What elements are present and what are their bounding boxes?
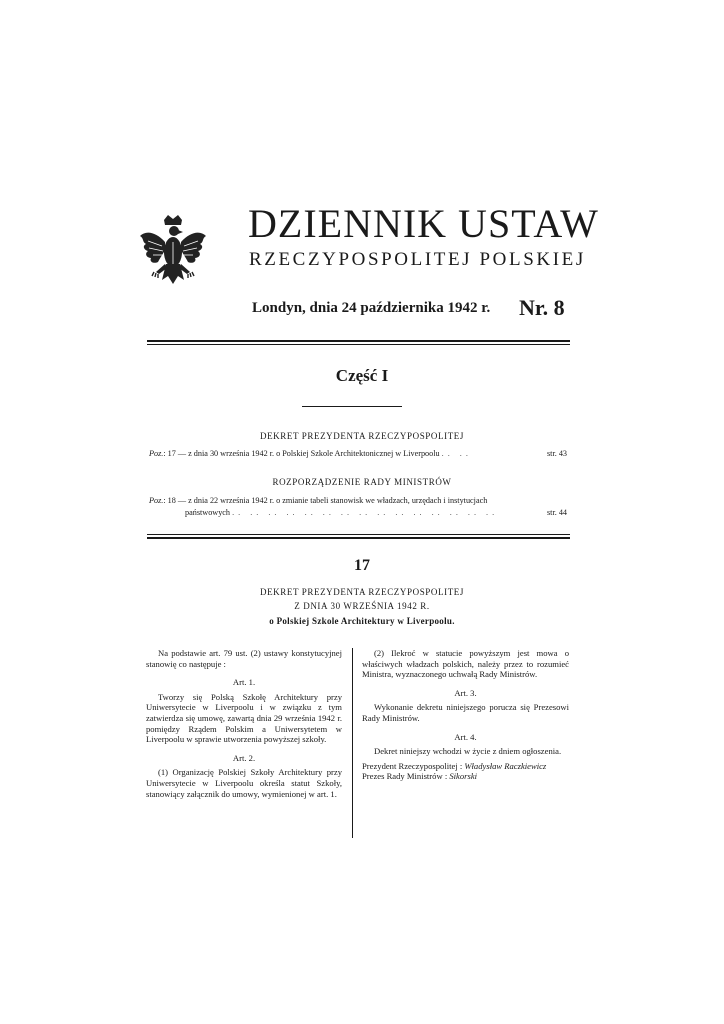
toc-rule-thick	[147, 537, 570, 539]
signature-pm-name: Sikorski	[449, 771, 478, 782]
art-4-heading: Art. 4.	[454, 731, 477, 742]
column-divider	[352, 648, 353, 838]
leader-dots: .. ..	[441, 449, 472, 458]
toc-entry-18-cont	[185, 508, 498, 517]
signature-pm-label: Prezes Rady Ministrów :	[362, 771, 448, 782]
signature-president-label: Prezydent Rzeczypospolitej :	[362, 760, 463, 771]
art-2-heading: Art. 2.	[232, 752, 256, 763]
art-1-text: Tworzy się Polską Szkołę Architektury przy Uniwersytecie w Liverpoolu i w związku z tym zatwierdza się umowę, zawartą dnia 29 września 1942 r. pomiędzy Rządem Polskim a Uniwersytetem w Liverpoolu w sprawie utworzenia powyższej szkoły.	[146, 691, 342, 745]
decree-title: DEKRET PREZYDENTA RZECZYPOSPOLITEJ	[259, 587, 465, 597]
art-2-text: (1) Organizację Polskiej Szkoły Architektury przy Uniwersytecie w Liverpoolu określa statut Szkoły, stanowiący załącznik do umowy, wymienionej w art. 1.	[146, 767, 342, 799]
toc-page-17: str. 43	[547, 449, 568, 458]
part-rule	[302, 406, 402, 407]
decree-date: Z DNIA 30 WRZEŚNIA 1942 R.	[294, 601, 430, 611]
art-1-heading: Art. 1.	[232, 677, 256, 688]
toc-page-18: str. 44	[547, 508, 568, 517]
toc-rule-thin	[147, 534, 570, 535]
toc-entry-text: : 17 — z dnia 30 września 1942 r. o Polskiej Szkole Architektonicznej w Liverpoolu	[163, 449, 440, 458]
signature-prime-minister	[362, 771, 569, 782]
toc-entry-17	[149, 449, 472, 458]
part-title: Część I	[335, 366, 389, 385]
poz-label: Poz.	[149, 449, 164, 458]
toc-entry-text: : 18 — z dnia 22 września 1942 r. o zmianie tabeli stanowisk we władzach, urzędach i instytucjach	[163, 496, 488, 505]
art-4-text: Dekret niniejszy wchodzi w życie z dniem ogłoszenia.	[374, 746, 562, 757]
signature-president	[362, 761, 569, 772]
masthead-rule-thin	[147, 344, 570, 345]
decree-right-column	[362, 648, 569, 782]
toc-entry-text-cont: państwowych	[185, 508, 231, 517]
poz-label: Poz.	[149, 496, 164, 505]
decree-subject: o Polskiej Szkole Architektury w Liverpoolu.	[269, 616, 455, 626]
art-3-heading: Art. 3.	[454, 687, 477, 698]
masthead-subtitle: RZECZYPOSPOLITEJ POLSKIEJ	[249, 249, 586, 270]
decree-number: 17	[354, 557, 370, 574]
signature-president-name: Władysław Raczkiewicz	[464, 760, 547, 771]
issue-number: Nr. 8	[519, 295, 565, 320]
art-2-text-cont: (2) Ilekroć w statucie powyższym jest mowa o właściwych władzach polskich, należy przez to rozumieć Ministra, wyznaczonego uchwałą Rady Ministrów.	[362, 648, 569, 680]
decree-intro: Na podstawie art. 79 ust. (2) ustawy konstytucyjnej stanowię co następuje :	[146, 648, 342, 669]
masthead-rule-thick	[147, 340, 570, 342]
issue-date: Londyn, dnia 24 października 1942 r.	[252, 300, 491, 316]
leader-dots: .. .. .. .. .. .. .. .. .. .. .. .. .. .. ..	[232, 508, 499, 517]
toc-heading-decree: DEKRET PREZYDENTA RZECZYPOSPOLITEJ	[259, 431, 465, 441]
toc-heading-regulation: ROZPORZĄDZENIE RADY MINISTRÓW	[272, 477, 452, 487]
decree-left-column	[146, 648, 342, 799]
art-3-text: Wykonanie dekretu niniejszego porucza się Prezesowi Rady Ministrów.	[362, 702, 569, 723]
toc-entry-18	[149, 496, 487, 505]
masthead-title: DZIENNIK USTAW	[248, 201, 599, 246]
polish-eagle-emblem-icon	[138, 214, 208, 290]
signatures	[362, 761, 569, 782]
